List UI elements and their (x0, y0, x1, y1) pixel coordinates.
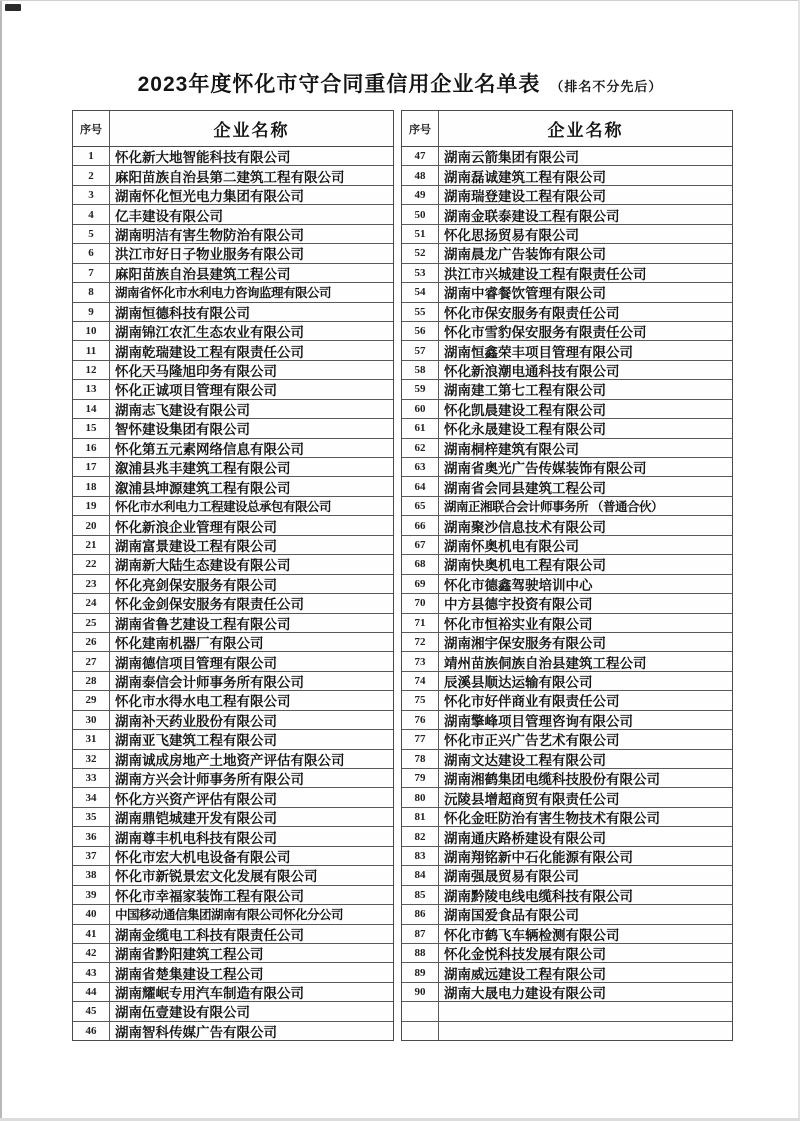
row-index: 43 (73, 963, 110, 981)
row-company-name: 洪江市兴城建设工程有限责任公司 (444, 266, 647, 282)
row-index: 61 (402, 419, 439, 437)
table-row-empty (402, 1022, 732, 1040)
row-company-name: 湖南伍壹建设有限公司 (115, 1005, 250, 1021)
row-company-name: 湖南文达建设工程有限公司 (444, 752, 606, 768)
row-index: 45 (73, 1002, 110, 1020)
row-company-name: 怀化天马隆旭印务有限公司 (115, 364, 277, 380)
table-row-l-31 (73, 730, 393, 749)
table-row-l-9 (73, 303, 393, 322)
company-list-tables (72, 110, 733, 1041)
table-row-l-19 (73, 497, 393, 516)
table-row-l-32 (73, 750, 393, 769)
row-index: 79 (402, 769, 439, 787)
row-index: 89 (402, 963, 439, 981)
row-index: 41 (73, 925, 110, 943)
row-company-name: 怀化市恒裕实业有限公司 (444, 616, 593, 632)
row-index: 51 (402, 225, 439, 243)
table-row-r-65 (402, 497, 732, 516)
row-company-name: 湖南擎峰项目管理咨询有限公司 (444, 713, 633, 729)
table-row-l-44 (73, 983, 393, 1002)
table-row-l-41 (73, 925, 393, 944)
row-company-name: 怀化市好伴商业有限责任公司 (444, 694, 620, 710)
row-index: 46 (73, 1022, 110, 1040)
row-company-name: 怀化建南机器厂有限公司 (115, 636, 264, 652)
row-index: 76 (402, 711, 439, 729)
row-index: 86 (402, 905, 439, 923)
table-row-r-59 (402, 380, 732, 399)
table-row-l-37 (73, 847, 393, 866)
row-company-name: 怀化市鹤飞车辆检测有限公司 (444, 927, 620, 943)
row-index: 81 (402, 808, 439, 826)
table-row-r-86 (402, 905, 732, 924)
row-company-name (439, 1002, 732, 1020)
row-company-name: 湖南泰信会计师事务所有限公司 (115, 675, 304, 691)
row-company-name: 湖南省鲁艺建设工程有限公司 (115, 616, 291, 632)
company-table-left (72, 110, 394, 1041)
table-row-l-17 (73, 458, 393, 477)
row-company-name: 湖南强晟贸易有限公司 (444, 869, 579, 885)
table-row-l-46 (73, 1022, 393, 1040)
row-index: 13 (73, 380, 110, 398)
row-company-name: 智怀建设集团有限公司 (115, 422, 250, 438)
row-index: 60 (402, 400, 439, 418)
row-index: 54 (402, 283, 439, 301)
row-company-name: 湖南恒德科技有限公司 (115, 305, 250, 321)
row-company-name: 湖南德信项目管理有限公司 (115, 655, 277, 671)
row-company-name: 湖南省会同县建筑工程公司 (444, 480, 606, 496)
table-row-r-50 (402, 205, 732, 224)
row-company-name: 湖南新大陆生态建设有限公司 (115, 558, 291, 574)
table-row-r-80 (402, 788, 732, 807)
row-company-name: 湖南建工第七工程有限公司 (444, 383, 606, 399)
row-company-name: 怀化金悦科技发展有限公司 (444, 947, 606, 963)
page-subtitle: （排名不分先后） (550, 79, 663, 94)
row-company-name: 怀化亮剑保安服务有限公司 (115, 577, 277, 593)
row-index: 77 (402, 730, 439, 748)
row-company-name: 湖南国爱食品有限公司 (444, 908, 579, 924)
row-index: 26 (73, 633, 110, 651)
row-index: 42 (73, 944, 110, 962)
row-company-name: 怀化新浪企业管理有限公司 (115, 519, 277, 535)
row-company-name: 湖南聚沙信息技术有限公司 (444, 519, 606, 535)
row-index: 70 (402, 594, 439, 612)
row-index: 30 (73, 711, 110, 729)
row-index: 67 (402, 536, 439, 554)
row-index: 36 (73, 827, 110, 845)
scan-corner-mark (5, 4, 21, 11)
row-index: 72 (402, 633, 439, 651)
table-row-r-63 (402, 458, 732, 477)
row-index: 21 (73, 536, 110, 554)
table-row-r-82 (402, 827, 732, 846)
table-row-r-79 (402, 769, 732, 788)
row-company-name: 湖南中睿餐饮管理有限公司 (444, 286, 606, 302)
table-row-r-57 (402, 341, 732, 360)
row-index: 84 (402, 866, 439, 884)
scan-edge-top (0, 0, 800, 1)
row-index: 35 (73, 808, 110, 826)
row-company-name: 湖南湘宇保安服务有限公司 (444, 636, 606, 652)
row-company-name: 湖南亚飞建筑工程有限公司 (115, 733, 277, 749)
row-index: 62 (402, 439, 439, 457)
table-row-r-47 (402, 147, 732, 166)
row-company-name: 怀化永晟建设工程有限公司 (444, 422, 606, 438)
row-index: 88 (402, 944, 439, 962)
row-company-name: 怀化市水利电力工程建设总承包有限公司 (115, 500, 332, 515)
row-company-name: 亿丰建设有限公司 (115, 208, 223, 224)
table-row-l-29 (73, 691, 393, 710)
header-name-cell: 企业名称 (213, 121, 290, 140)
row-company-name: 怀化市正兴广告艺术有限公司 (444, 733, 620, 749)
table-row-l-38 (73, 866, 393, 885)
table-row-l-21 (73, 536, 393, 555)
row-index: 34 (73, 788, 110, 806)
row-index: 15 (73, 419, 110, 437)
row-index: 87 (402, 925, 439, 943)
row-company-name: 湖南桐梓建筑有限公司 (444, 441, 579, 457)
row-company-name: 湖南怀奥机电有限公司 (444, 538, 579, 554)
row-index: 14 (73, 400, 110, 418)
table-row-l-7 (73, 264, 393, 283)
row-index: 59 (402, 380, 439, 398)
row-company-name: 湖南金联泰建设工程有限公司 (444, 208, 620, 224)
table-row-r-58 (402, 361, 732, 380)
row-company-name: 怀化市保安服务有限责任公司 (444, 305, 620, 321)
table-row-r-69 (402, 575, 732, 594)
table-row-r-48 (402, 166, 732, 185)
table-row-l-2 (73, 166, 393, 185)
row-company-name: 辰溪县顺达运输有限公司 (444, 675, 593, 691)
row-index: 12 (73, 361, 110, 379)
table-row-r-53 (402, 264, 732, 283)
table-row-r-71 (402, 614, 732, 633)
row-index: 44 (73, 983, 110, 1001)
document-header (0, 68, 800, 98)
header-index-cell: 序号 (73, 111, 110, 146)
table-row-l-43 (73, 963, 393, 982)
table-row-l-40 (73, 905, 393, 924)
row-company-name: 湖南省怀化市水利电力咨询监理有限公司 (115, 286, 332, 301)
row-index (402, 1022, 439, 1040)
row-index: 50 (402, 205, 439, 223)
row-index: 18 (73, 477, 110, 495)
table-row-r-73 (402, 652, 732, 671)
row-index: 40 (73, 905, 110, 923)
row-index: 33 (73, 769, 110, 787)
row-index: 5 (73, 225, 110, 243)
table-row-l-24 (73, 594, 393, 613)
row-company-name: 湖南恒鑫荣丰项目管理有限公司 (444, 344, 633, 360)
row-company-name: 湖南大晟电力建设有限公司 (444, 986, 606, 1002)
row-index: 11 (73, 341, 110, 359)
table-row-l-6 (73, 244, 393, 263)
scan-edge-left (0, 0, 2, 1121)
row-index: 85 (402, 886, 439, 904)
table-row-r-61 (402, 419, 732, 438)
row-company-name: 湖南方兴会计师事务所有限公司 (115, 772, 304, 788)
row-index: 37 (73, 847, 110, 865)
row-company-name: 怀化市雪豹保安服务有限责任公司 (444, 325, 647, 341)
row-company-name: 怀化市幸福家装饰工程有限公司 (115, 888, 304, 904)
row-company-name: 怀化第五元素网络信息有限公司 (115, 441, 304, 457)
table-row-l-14 (73, 400, 393, 419)
table-row-l-42 (73, 944, 393, 963)
row-index: 53 (402, 264, 439, 282)
table-row-r-75 (402, 691, 732, 710)
table-row-l-15 (73, 419, 393, 438)
table-row-r-72 (402, 633, 732, 652)
table-row-l-26 (73, 633, 393, 652)
row-index: 31 (73, 730, 110, 748)
table-row-l-45 (73, 1002, 393, 1021)
table-row-r-78 (402, 750, 732, 769)
row-index: 73 (402, 652, 439, 670)
header-name-cell: 企业名称 (547, 121, 624, 140)
row-company-name: 湖南晨龙广告装饰有限公司 (444, 247, 606, 263)
table-row-r-67 (402, 536, 732, 555)
row-index: 49 (402, 186, 439, 204)
row-company-name: 怀化新大地智能科技有限公司 (115, 150, 291, 166)
row-company-name: 湖南黔陵电线电缆科技有限公司 (444, 888, 633, 904)
row-index: 83 (402, 847, 439, 865)
row-index: 71 (402, 614, 439, 632)
row-index: 10 (73, 322, 110, 340)
table-row-l-13 (73, 380, 393, 399)
table-row-r-54 (402, 283, 732, 302)
row-index: 74 (402, 672, 439, 690)
company-table-right (401, 110, 733, 1041)
row-company-name: 中方县德宇投资有限公司 (444, 597, 593, 613)
table-row-l-5 (73, 225, 393, 244)
row-index: 4 (73, 205, 110, 223)
row-index: 1 (73, 147, 110, 165)
table-row-l-18 (73, 477, 393, 496)
row-index: 52 (402, 244, 439, 262)
row-index: 19 (73, 497, 110, 515)
row-company-name: 湖南智科传媒广告有限公司 (115, 1024, 277, 1040)
row-company-name: 麻阳苗族自治县建筑工程公司 (115, 266, 291, 282)
row-company-name: 湖南金缆电工科技有限责任公司 (115, 927, 304, 943)
row-company-name: 湖南磊诚建筑工程有限公司 (444, 169, 606, 185)
row-company-name: 溆浦县兆丰建筑工程有限公司 (115, 461, 291, 477)
table-row-r-64 (402, 477, 732, 496)
row-index: 39 (73, 886, 110, 904)
table-row-r-84 (402, 866, 732, 885)
table-header-row (73, 111, 393, 147)
row-index: 64 (402, 477, 439, 495)
row-company-name: 湖南尊丰机电科技有限公司 (115, 830, 277, 846)
header-index-cell: 序号 (402, 111, 439, 146)
table-row-l-39 (73, 886, 393, 905)
row-company-name: 湖南锦江农汇生态农业有限公司 (115, 325, 304, 341)
table-row-r-76 (402, 711, 732, 730)
table-row-r-88 (402, 944, 732, 963)
row-index: 57 (402, 341, 439, 359)
row-index: 16 (73, 439, 110, 457)
row-company-name: 湖南正湘联合会计师事务所 （普通合伙） (444, 500, 663, 515)
table-row-r-70 (402, 594, 732, 613)
row-index: 75 (402, 691, 439, 709)
row-index: 38 (73, 866, 110, 884)
table-row-r-56 (402, 322, 732, 341)
row-index: 68 (402, 555, 439, 573)
table-row-l-20 (73, 516, 393, 535)
row-index: 82 (402, 827, 439, 845)
row-index: 3 (73, 186, 110, 204)
row-company-name: 湖南鼎铠城建开发有限公司 (115, 811, 277, 827)
table-row-r-66 (402, 516, 732, 535)
row-index: 90 (402, 983, 439, 1001)
row-index: 80 (402, 788, 439, 806)
row-company-name: 怀化凯晨建设工程有限公司 (444, 402, 606, 418)
row-company-name: 湖南诚成房地产土地资产评估有限公司 (115, 752, 345, 768)
table-row-r-51 (402, 225, 732, 244)
row-company-name: 怀化市宏大机电设备有限公司 (115, 849, 291, 865)
row-company-name: 怀化新浪潮电通科技有限公司 (444, 364, 620, 380)
table-header-row (402, 111, 732, 147)
row-index (402, 1002, 439, 1020)
table-row-r-49 (402, 186, 732, 205)
row-company-name: 怀化方兴资产评估有限公司 (115, 791, 277, 807)
table-row-l-34 (73, 788, 393, 807)
table-row-l-23 (73, 575, 393, 594)
row-company-name: 怀化市水得水电工程有限公司 (115, 694, 291, 710)
table-row-l-27 (73, 652, 393, 671)
table-row-r-52 (402, 244, 732, 263)
row-index: 22 (73, 555, 110, 573)
row-index: 55 (402, 303, 439, 321)
table-row-empty (402, 1002, 732, 1021)
row-company-name: 湖南耀岷专用汽车制造有限公司 (115, 986, 304, 1002)
table-row-r-55 (402, 303, 732, 322)
row-company-name: 湖南省奥光广告传媒装饰有限公司 (444, 461, 647, 477)
row-index: 8 (73, 283, 110, 301)
row-index: 63 (402, 458, 439, 476)
page-title: 2023年度怀化市守合同重信用企业名单表 (137, 73, 541, 96)
row-company-name: 怀化正诚项目管理有限公司 (115, 383, 277, 399)
table-row-r-81 (402, 808, 732, 827)
row-index: 23 (73, 575, 110, 593)
table-row-r-60 (402, 400, 732, 419)
row-company-name (439, 1022, 732, 1040)
row-company-name: 湖南补天药业股份有限公司 (115, 713, 277, 729)
row-company-name: 湖南怀化恒光电力集团有限公司 (115, 189, 304, 205)
table-row-r-77 (402, 730, 732, 749)
table-row-l-25 (73, 614, 393, 633)
table-row-r-89 (402, 963, 732, 982)
table-row-r-87 (402, 925, 732, 944)
row-index: 56 (402, 322, 439, 340)
row-company-name: 湖南明洁有害生物防治有限公司 (115, 227, 304, 243)
row-index: 29 (73, 691, 110, 709)
row-index: 2 (73, 166, 110, 184)
row-index: 9 (73, 303, 110, 321)
row-index: 6 (73, 244, 110, 262)
table-row-r-85 (402, 886, 732, 905)
table-row-r-62 (402, 439, 732, 458)
row-index: 27 (73, 652, 110, 670)
row-company-name: 湖南通庆路桥建设有限公司 (444, 830, 606, 846)
row-company-name: 沅陵县增超商贸有限责任公司 (444, 791, 620, 807)
table-row-l-12 (73, 361, 393, 380)
row-index: 25 (73, 614, 110, 632)
table-row-r-90 (402, 983, 732, 1002)
row-index: 58 (402, 361, 439, 379)
row-company-name: 湖南快奥机电工程有限公司 (444, 558, 606, 574)
table-row-l-3 (73, 186, 393, 205)
row-company-name: 麻阳苗族自治县第二建筑工程有限公司 (115, 169, 345, 185)
row-company-name: 湖南湘鹤集团电缆科技股份有限公司 (444, 772, 660, 788)
row-company-name: 湖南乾瑞建设工程有限责任公司 (115, 344, 304, 360)
row-index: 7 (73, 264, 110, 282)
row-company-name: 湖南省黔阳建筑工程公司 (115, 947, 264, 963)
row-company-name: 怀化思扬贸易有限公司 (444, 227, 579, 243)
row-company-name: 湖南瑞登建设工程有限公司 (444, 189, 606, 205)
row-company-name: 怀化市新锐景宏文化发展有限公司 (115, 869, 318, 885)
table-row-l-30 (73, 711, 393, 730)
table-row-l-35 (73, 808, 393, 827)
row-company-name: 怀化金旺防治有害生物技术有限公司 (444, 811, 660, 827)
table-row-l-8 (73, 283, 393, 302)
row-index: 66 (402, 516, 439, 534)
table-row-r-74 (402, 672, 732, 691)
table-row-r-68 (402, 555, 732, 574)
table-row-l-28 (73, 672, 393, 691)
table-row-l-22 (73, 555, 393, 574)
row-index: 47 (402, 147, 439, 165)
table-row-l-1 (73, 147, 393, 166)
table-row-l-36 (73, 827, 393, 846)
row-company-name: 洪江市好日子物业服务有限公司 (115, 247, 304, 263)
row-company-name: 湖南富景建设工程有限公司 (115, 538, 277, 554)
row-company-name: 怀化市德鑫驾驶培训中心 (444, 577, 593, 593)
row-company-name: 湖南翔铭新中石化能源有限公司 (444, 849, 633, 865)
row-company-name: 靖州苗族侗族自治县建筑工程公司 (444, 655, 647, 671)
row-company-name: 怀化金剑保安服务有限责任公司 (115, 597, 304, 613)
table-row-r-83 (402, 847, 732, 866)
row-index: 69 (402, 575, 439, 593)
row-index: 48 (402, 166, 439, 184)
row-company-name: 湖南云箭集团有限公司 (444, 150, 579, 166)
row-index: 17 (73, 458, 110, 476)
row-index: 78 (402, 750, 439, 768)
row-index: 24 (73, 594, 110, 612)
row-index: 20 (73, 516, 110, 534)
table-row-l-10 (73, 322, 393, 341)
row-index: 65 (402, 497, 439, 515)
row-company-name: 湖南威远建设工程有限公司 (444, 966, 606, 982)
table-row-l-11 (73, 341, 393, 360)
table-row-l-4 (73, 205, 393, 224)
row-index: 32 (73, 750, 110, 768)
row-company-name: 湖南省楚集建设工程公司 (115, 966, 264, 982)
row-company-name: 湖南志飞建设有限公司 (115, 402, 250, 418)
row-index: 28 (73, 672, 110, 690)
row-company-name: 溆浦县坤源建筑工程有限公司 (115, 480, 291, 496)
table-row-l-16 (73, 439, 393, 458)
table-row-l-33 (73, 769, 393, 788)
row-company-name: 中国移动通信集团湖南有限公司怀化分公司 (115, 908, 344, 923)
